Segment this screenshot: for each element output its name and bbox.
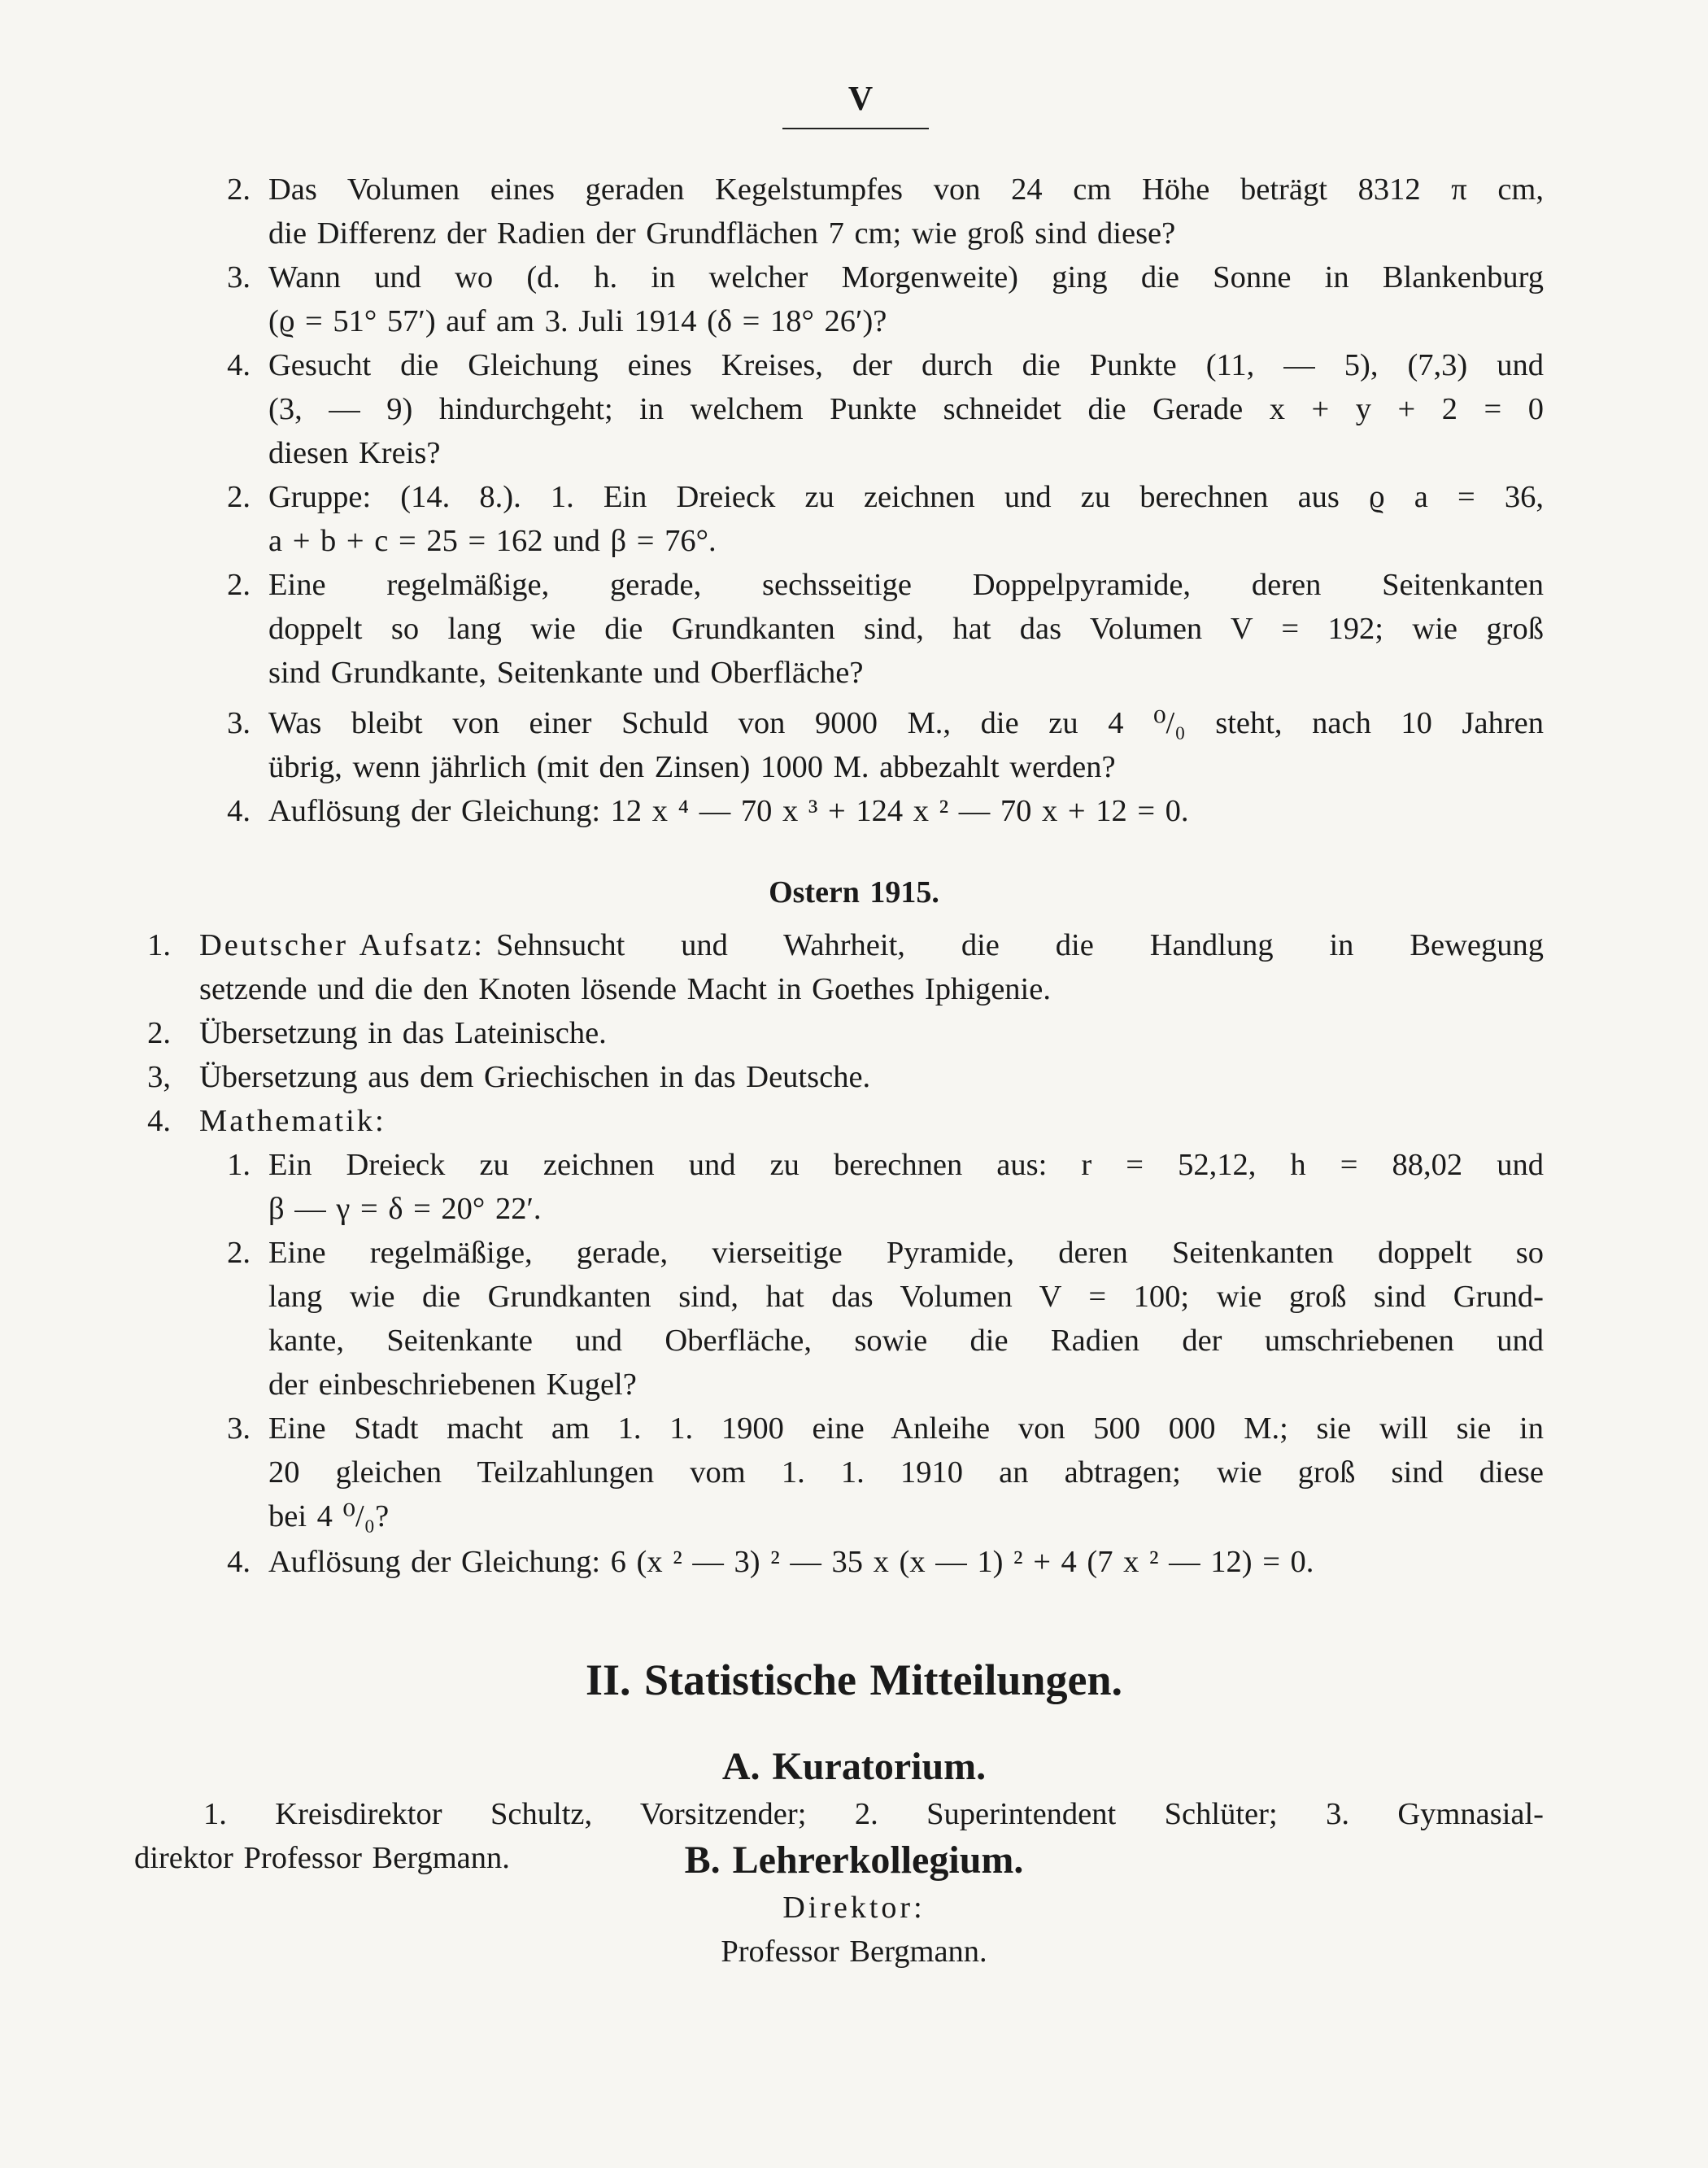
list-item-number: 4. — [227, 348, 251, 382]
list-item-number: 2. — [227, 480, 251, 514]
list-item-text: 20 gleichen Teilzahlungen vom 1. 1. 1910 an abtragen; wie groß sind diese — [268, 1455, 1544, 1490]
list-item-text: sind Grundkante, Seitenkante und Oberfläche? — [268, 656, 864, 690]
list-item-number: 4. — [227, 1545, 251, 1579]
list-item-text: kante, Seitenkante und Oberfläche, sowie die Radien der umschriebenen und — [268, 1324, 1544, 1358]
list-item-text: (ϱ = 51° 57′) auf am 3. Juli 1914 (δ = 18° 26′)? — [268, 304, 887, 338]
list-item-number: 4. — [227, 794, 251, 828]
list-item-text: setzende und die den Knoten lösende Macht in Goethes Iphigenie. — [199, 972, 1051, 1006]
list-item-text: diesen Kreis? — [268, 436, 441, 470]
list-item-text: Auflösung der Gleichung: 6 (x ² — 3) ² — 35 x (x — 1) ² + 4 (7 x ² — 12) = 0. — [268, 1545, 1314, 1579]
list-item-text: β — γ = δ = 20° 22′. — [268, 1192, 542, 1226]
list-item-number: 2. — [227, 172, 251, 207]
list-item-text: bei 4 ⁰/₀? — [268, 1499, 390, 1533]
direktor-name: Professor Bergmann. — [721, 1935, 987, 1969]
list-item-text: die Differenz der Radien der Grundflächen 7 cm; wie groß sind diese? — [268, 216, 1176, 251]
list-item-number: 2. — [227, 568, 251, 602]
list-item-text: der einbeschriebenen Kugel? — [268, 1368, 637, 1402]
kuratorium-text: direktor Professor Bergmann. — [134, 1841, 510, 1875]
list-item-text: Wann und wo (d. h. in welcher Morgenweite) ging die Sonne in Blankenburg — [268, 260, 1544, 294]
list-item-text: Übersetzung in das Lateinische. — [199, 1016, 607, 1050]
list-item-text: a + b + c = 25 = 162 und β = 76°. — [268, 524, 717, 558]
list-item-text: Was bleibt von einer Schuld von 9000 M., die zu 4 ⁰/₀ steht, nach 10 Jahren — [268, 706, 1544, 740]
list-item-text: lang wie die Grundkanten sind, hat das Volumen V = 100; wie groß sind Grund- — [268, 1280, 1544, 1314]
list-item-text: übrig, wenn jährlich (mit den Zinsen) 1000 M. abbezahlt werden? — [268, 750, 1116, 784]
subject-label: Mathematik: — [199, 1104, 386, 1138]
list-item-number: 3. — [227, 1411, 251, 1446]
list-item-text: Ein Dreieck zu zeichnen und zu berechnen aus: r = 52,12, h = 88,02 und — [268, 1148, 1544, 1182]
list-item-text: Gruppe: (14. 8.). 1. Ein Dreieck zu zeichnen und zu berechnen aus ϱ a = 36, — [268, 480, 1544, 514]
page-number-rule — [782, 128, 929, 129]
subject-text: Sehnsucht und Wahrheit, die die Handlung in Bewegung — [496, 928, 1544, 962]
list-item-text: Gesucht die Gleichung eines Kreises, der durch die Punkte (11, — 5), (7,3) und — [268, 348, 1544, 382]
list-item-number: 4. — [147, 1104, 171, 1138]
page-number: V — [847, 81, 874, 118]
list-item-text: Das Volumen eines geraden Kegelstumpfes von 24 cm Höhe beträgt 8312 π cm, — [268, 172, 1544, 207]
ostern-heading: Ostern 1915. — [769, 875, 939, 910]
list-item-number: 1. — [147, 928, 171, 962]
list-item-text: Eine Stadt macht am 1. 1. 1900 eine Anleihe von 500 000 M.; sie will sie in — [268, 1411, 1544, 1446]
list-item-text — [199, 923, 1544, 967]
list-item-text: Eine regelmäßige, gerade, vierseitige Pyramide, deren Seitenkanten doppelt so — [268, 1236, 1544, 1270]
list-item-number: 3. — [227, 260, 251, 294]
kuratorium-heading: A. Kuratorium. — [721, 1745, 987, 1788]
list-item-number: 1. — [227, 1148, 251, 1182]
list-item-text: (3, — 9) hindurchgeht; in welchem Punkte schneidet die Gerade x + y + 2 = 0 — [268, 392, 1544, 426]
list-item-number: 3, — [147, 1060, 171, 1094]
list-item-text: Übersetzung aus dem Griechischen in das Deutsche. — [199, 1060, 871, 1094]
kuratorium-text: 1. Kreisdirektor Schultz, Vorsitzender; 2. Superintendent Schlüter; 3. Gymnasial- — [203, 1797, 1544, 1831]
list-item-number: 2. — [227, 1236, 251, 1270]
direktor-label: Direktor: — [782, 1891, 926, 1925]
list-item-number: 2. — [147, 1016, 171, 1050]
list-item-text: Auflösung der Gleichung: 12 x ⁴ — 70 x ³ + 124 x ² — 70 x + 12 = 0. — [268, 794, 1189, 828]
lehrerkollegium-heading: B. Lehrerkollegium. — [684, 1839, 1024, 1882]
list-item-text: doppelt so lang wie die Grundkanten sind, hat das Volumen V = 192; wie groß — [268, 612, 1544, 646]
subject-label: Deutscher Aufsatz: — [199, 928, 485, 962]
list-item-text: Eine regelmäßige, gerade, sechsseitige Doppelpyramide, deren Seitenkanten — [268, 568, 1544, 602]
section-heading: II. Statistische Mitteilungen. — [586, 1655, 1122, 1704]
list-item-number: 3. — [227, 706, 251, 740]
